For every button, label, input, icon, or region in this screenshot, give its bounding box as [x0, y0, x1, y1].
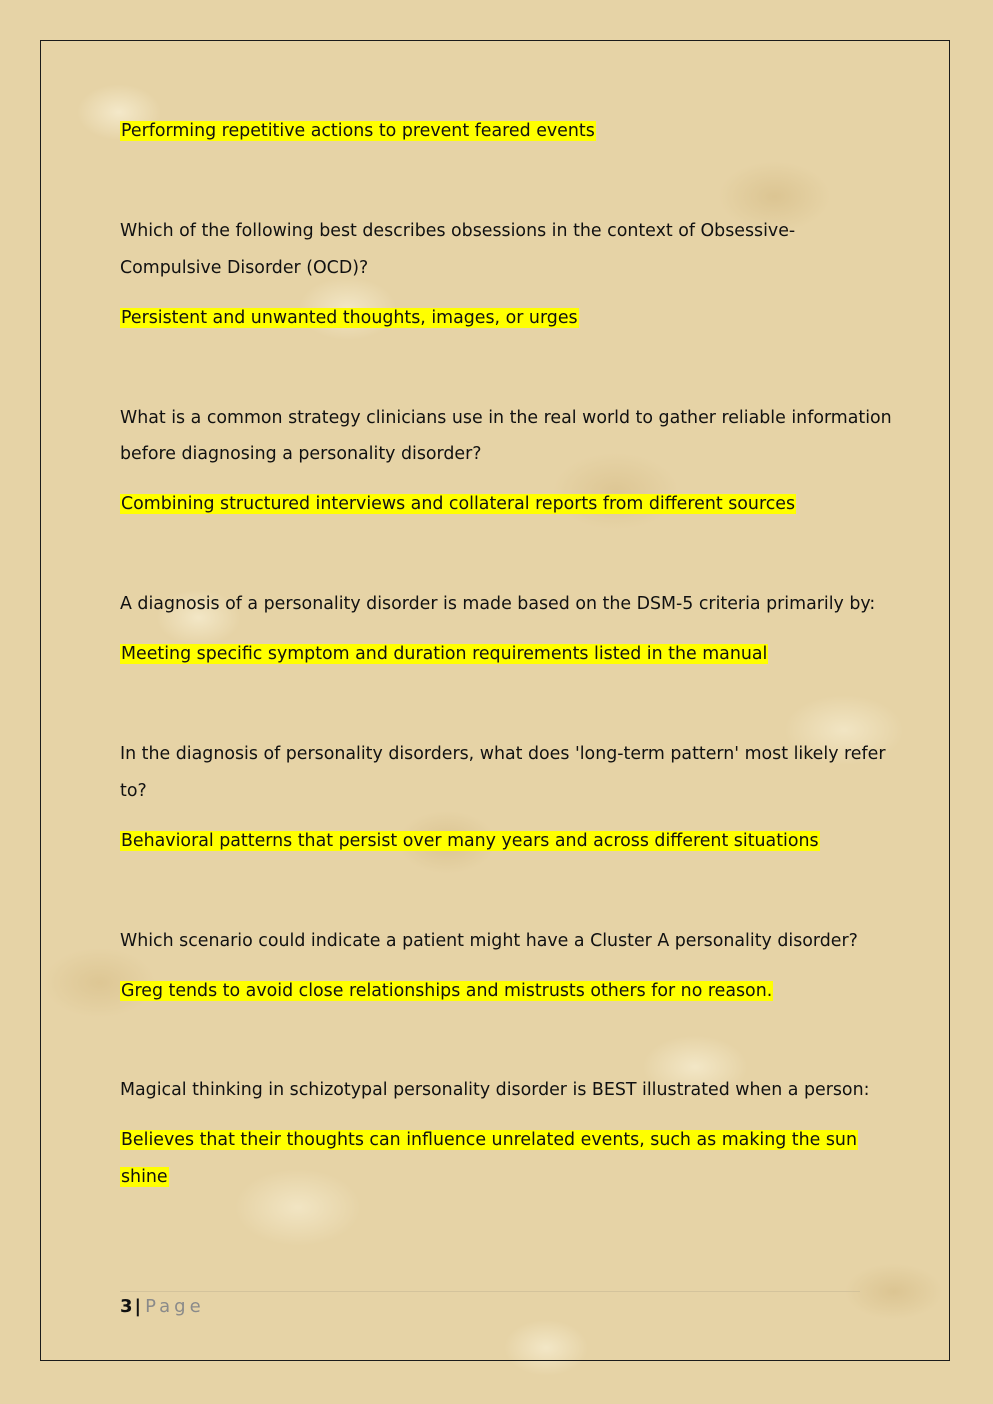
answer-line [120, 1166, 169, 1188]
answer-line [120, 830, 820, 852]
question-line: to? [120, 781, 147, 801]
answer-line [120, 120, 596, 142]
answer-line [120, 980, 773, 1002]
answer-highlight: Meeting specific symptom and duration requirements listed in the manual [121, 644, 768, 664]
answer-line [120, 493, 796, 515]
answer-highlight: Believes that their thoughts can influence unrelated events, such as making the sun [121, 1130, 857, 1150]
question-line: What is a common strategy clinicians use in the real world to gather reliable information [120, 408, 892, 428]
answer-highlight: Greg tends to avoid close relationships and mistrusts others for no reason. [121, 981, 773, 1001]
footer-divider [120, 1291, 860, 1292]
answer-highlight: Combining structured interviews and collateral reports from different sources [121, 494, 796, 514]
footer-separator: | [134, 1296, 142, 1317]
answer-highlight: Performing repetitive actions to prevent feared events [121, 121, 595, 141]
answer-highlight: Behavioral patterns that persist over many years and across different situations [121, 831, 819, 851]
page-footer [120, 1296, 205, 1318]
answer-line [120, 307, 579, 329]
answer-highlight: Persistent and unwanted thoughts, images, or urges [121, 308, 578, 328]
answer-line [120, 1129, 858, 1151]
answer-line [120, 643, 768, 665]
answer-highlight: shine [121, 1167, 168, 1187]
question-line: Which scenario could indicate a patient might have a Cluster A personality disorder? [120, 931, 858, 951]
question-line: before diagnosing a personality disorder? [120, 444, 482, 464]
question-line: A diagnosis of a personality disorder is made based on the DSM-5 criteria primarily by: [120, 594, 876, 614]
page-label: Page [145, 1296, 205, 1317]
question-line: Compulsive Disorder (OCD)? [120, 258, 369, 278]
question-line: Which of the following best describes obsessions in the context of Obsessive- [120, 221, 796, 241]
question-line: Magical thinking in schizotypal personality disorder is BEST illustrated when a person: [120, 1080, 870, 1100]
page-number: 3 [120, 1296, 133, 1317]
question-line: In the diagnosis of personality disorders, what does 'long-term pattern' most likely refer [120, 744, 886, 764]
